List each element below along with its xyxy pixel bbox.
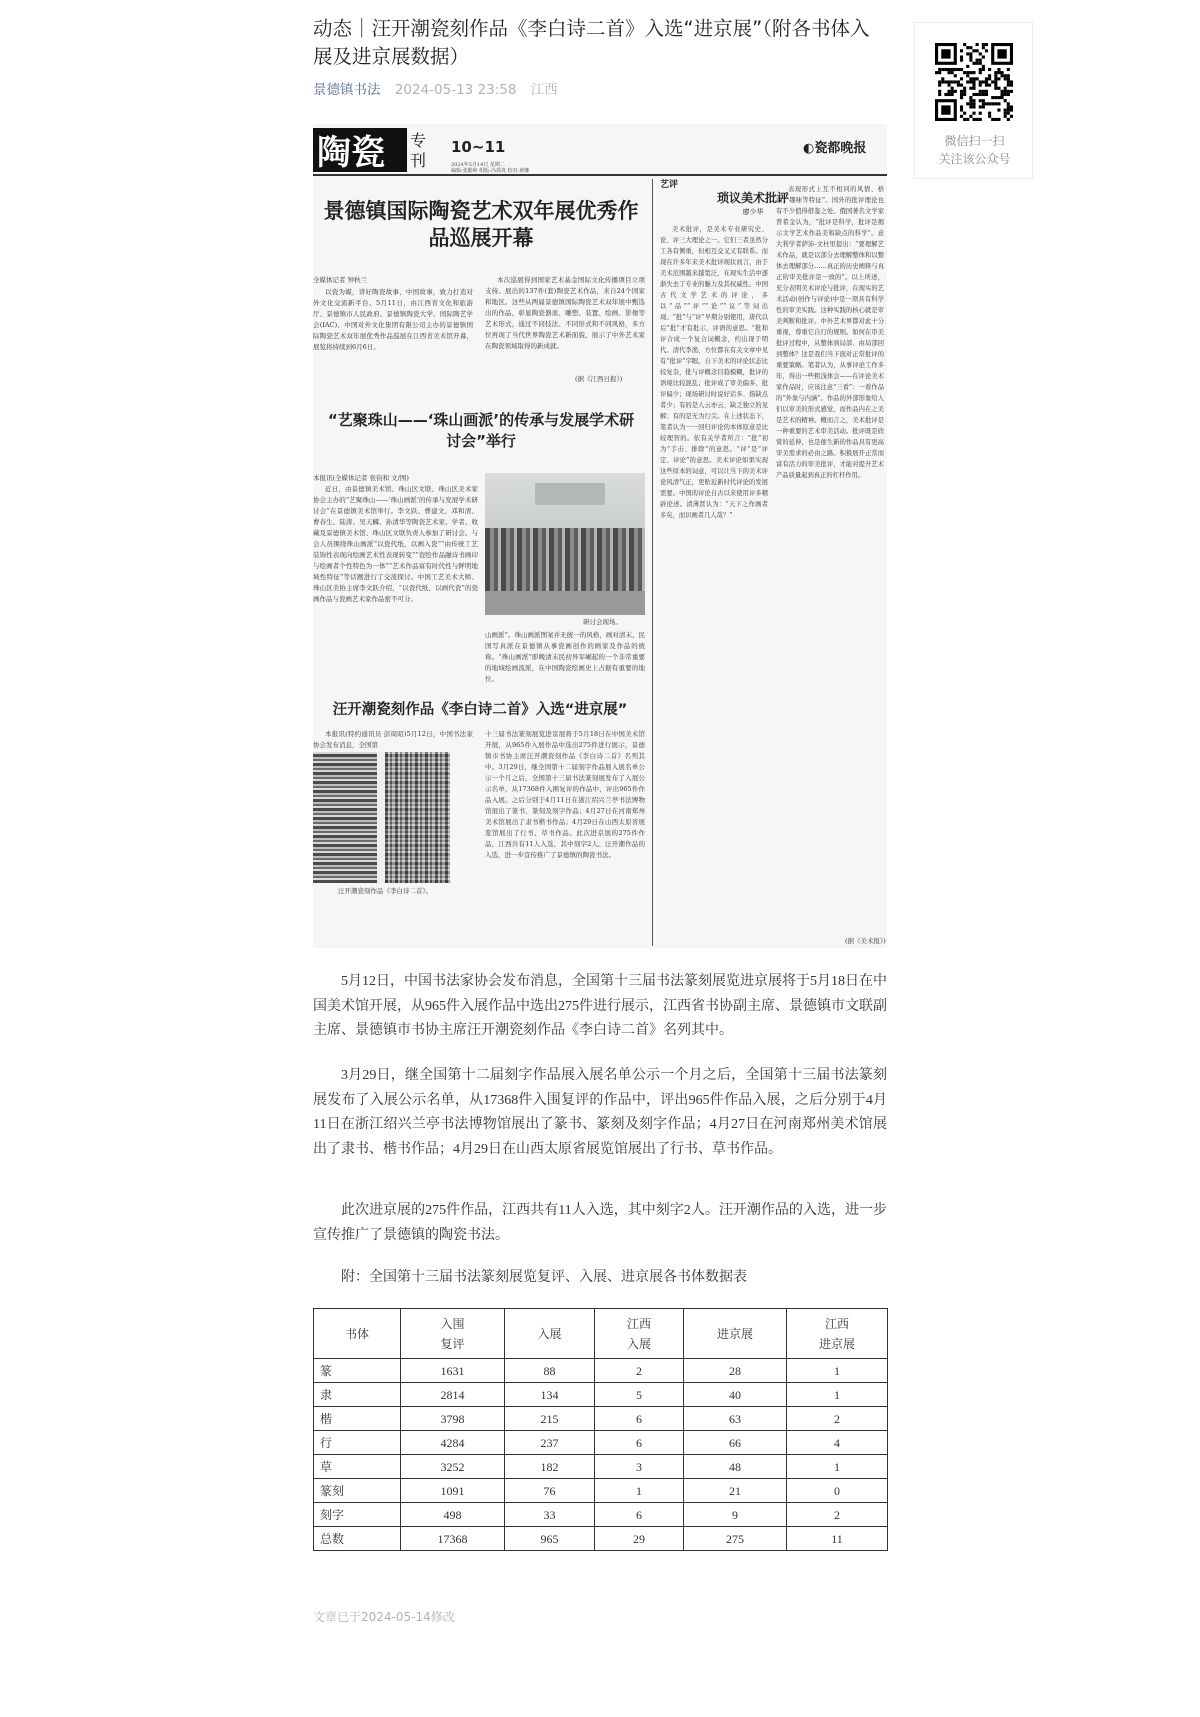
table-cell: 21 xyxy=(684,1479,787,1503)
table-header-cell: 入展 xyxy=(505,1309,595,1359)
table-cell: 76 xyxy=(505,1479,595,1503)
photo-banner xyxy=(535,483,605,505)
table-row-label: 隶 xyxy=(314,1383,401,1407)
table-cell: 275 xyxy=(684,1527,787,1551)
table-row xyxy=(314,1527,888,1551)
table-row-label: 刻字 xyxy=(314,1503,401,1527)
qr-caption-line1: 微信扫一扫 xyxy=(944,134,1005,148)
source-biennale: (据《江西日报》) xyxy=(575,375,623,383)
table-cell: 48 xyxy=(684,1455,787,1479)
article-wang-kaichao: 十三届书法篆刻展览进京展将于5月18日在中国美术馆开展，从965件入展作品中选出275件进行展示，景德镇市书协主席汪开潮瓷刻作品《李白诗二首》名列其中。3月29日，继全国第十二届刻字作品展入展名单公示一个月之后，全国第十三届书法篆刻展发布了入展公示名单，从17368件入围复评的作品中，评出965件作品入展。之后分别于4月11日在浙江绍兴兰亭书法博物馆展出了篆书、篆刻及刻字作品；4月27日在河南郑州美术馆展出了隶书楷书作品；4月29日在山西太原省展览馆展出了行书、草书作品。此次进京展的275件作品，江西共有11人入选，其中刻字2人。汪开潮作品的入选，进一步宣传推广了景德镇的陶瓷书法。 xyxy=(485,730,645,859)
table-intro: 附：全国第十三届书法篆刻展览复评、入展、进京展各书体数据表 xyxy=(341,1270,747,1285)
table-cell: 3252 xyxy=(401,1455,505,1479)
photo-crowd xyxy=(485,528,645,593)
table-cell: 3 xyxy=(595,1455,684,1479)
table-cell: 0 xyxy=(787,1479,888,1503)
newspaper-date: 2024年5月14日 星期二 xyxy=(451,162,505,168)
newspaper-logo-icon: ◐ xyxy=(803,141,815,156)
porcelain-carving-photo xyxy=(313,752,450,883)
section-tag-review: 艺评 xyxy=(660,180,679,190)
table-header-cell xyxy=(595,1309,684,1359)
account-name-link[interactable]: 景德镇书法 xyxy=(313,82,381,98)
article-symposium-col1: 近日，由景德镇美术馆、珠山区文联、珠山区美术家协会主办的“艺聚珠山——‘珠山画派’的传承与发展学术研讨会”在景德镇美术馆举行。李文跃、曹建文、邓和清、曹春生、陆涛、吴天麟、孙清华等陶瓷艺术家、学者、收藏及景德镇美术馆、珠山区文联负责人参加了研讨会。与会人员围绕珠山画派“以瓷代纸，以画入瓷”“由传统工艺装饰性表现向绘画艺术性表现转变”“瓷绘作品融诗书画印与绘画者个性特色为一体”“艺术作品富有时代性与鲜明地域性特征”等话题进行了交流探讨。中国工艺美术大师、珠山区美协主席李文跃介绍，“以瓷代纸、以画代瓷”的瓷画作品与瓷画艺术家作品密不可分。 xyxy=(313,485,478,603)
table-cell: 63 xyxy=(684,1407,787,1431)
svg-text:专: 专 xyxy=(410,131,427,150)
header-text: 江西 进京展 xyxy=(818,1316,855,1351)
table-cell: 17368 xyxy=(401,1527,505,1551)
table-cell: 2 xyxy=(595,1359,684,1383)
table-row-label: 篆刻 xyxy=(314,1479,401,1503)
byline-biennale: 全媒体记者 钟秋兰 xyxy=(313,276,368,284)
article-biennale-col1: 以瓷为媒，讲好陶瓷故事、中国故事，致力打造对外文化交流新平台。5月11日，由江西省文化和旅游厅、景德镇市人民政府、景德镇陶瓷大学、国际陶艺学会(IAC)、中国对外文化集团有限公司主办的景德镇国际陶瓷艺术双年展优秀作品巡展在江西省美术馆开幕，展览将持续到6月6日。 xyxy=(313,288,473,351)
table-row-label: 楷 xyxy=(314,1407,401,1431)
qr-caption-line2: 关注该公众号 xyxy=(938,152,1011,166)
article-biennale-col2: 本次巡展得到国家艺术基金国际文化传播项目立项支持。展出的137件(套)陶瓷艺术作品，来自24个国家和地区。这些从两届景德镇国际陶瓷艺术双年展中甄选出的作品，彰显陶瓷器皿、雕塑、装置、绘画、影像等艺术形式，通过不同技法、不同形式和不同风格，多方位再现了当代世界陶瓷艺术新面貌，展示了中外艺术家在陶瓷领域取得的新成就。 xyxy=(485,276,645,350)
table-row-label: 总数 xyxy=(314,1527,401,1551)
table-row xyxy=(314,1431,888,1455)
photo-floor xyxy=(485,591,645,615)
headline-wang-kaichao: 汪开潮瓷刻作品《李白诗二首》入选“进京展” xyxy=(332,702,628,718)
headline-art-criticism: 琐议美术批评 xyxy=(716,191,789,205)
table-cell: 215 xyxy=(505,1407,595,1431)
publish-time: 2024-05-13 23:58 xyxy=(394,82,517,98)
table-cell: 33 xyxy=(505,1503,595,1527)
table-row-label: 行 xyxy=(314,1431,401,1455)
calligraphy-data-table xyxy=(313,1308,888,1551)
table-header-row xyxy=(314,1309,888,1359)
newspaper-masthead-logo xyxy=(313,124,445,180)
header-text: 江西 入展 xyxy=(626,1316,651,1351)
table-cell: 498 xyxy=(401,1503,505,1527)
table-cell: 237 xyxy=(505,1431,595,1455)
article-art-criticism-col1: 美术批评，是美术专业研究史、论、评三大理论之一。它们三者虽然分工各有侧重，但相互交叉又有联系。而现在许多年来美术批评现状而言，由于美术范围越来越宽泛，在现实生活中逐渐失去了专业的魅力及其权威性。中国古代文学艺术的评论，多以“品”“评”“论”“议”等词出现。“批”与“评”早期分别使用，唐代以后“批”才有批示、评语的意思。“批和评合成一个复合词概念，约出现于明代。清代李渔、方位都在有关文章中见有“批评”字眼。自下美术的评论状态比较复杂，批与评概念目趋模糊，批评的语境比较混乱；批评成了审美偏多、批评偏少；现场研讨时说好话多、指缺点者少；有的是人云亦云、缺乏独立的见解；有的是无为行尖。在上述状态下，笔者认为一一回归评论的本体原意是比较理智的。依有关学者所言：“批”初为“手击、排除”的意思。“评”是“评定、评论”的意思。美术评论如果实现这些原本的词意，可以让当下的美术评论风清气正，更贴近新时代评论的发展需要。中国的评论自古以来使用评多精辟论述。清薄贤认为：“天下之作画者多矣，而识画者几人哉？” xyxy=(660,226,768,519)
article-symposium-col2: 山画派”。珠山画派图案并无统一的风格，画对清末、民国写真派在景德镇从事瓷画创作的画家及作品的统称。“珠山画派”即晚清末民初异军崛起的一个非常重要的地域绘画流派，在中国陶瓷绘画史上占据有重要的地位。 xyxy=(485,631,645,683)
table-cell: 66 xyxy=(684,1431,787,1455)
article-title: 动态｜汪开潮瓷刻作品《李白诗二首》入选“进京展”（附各书体入展及进京展数据） xyxy=(313,17,870,68)
body-paragraph-2: 3月29日，继全国第十二届刻字作品展入展名单公示一个月之后，全国第十三届书法篆刻展发布了入展公示名单，从17368件入围复评的作品中，评出965件作品入展，之后分别于4月11日在浙江绍兴兰亭书法博物馆展出了篆书、篆刻及刻字作品；4月27日在河南郑州美术馆展出了隶书、楷书作品；4月29日在山西太原省展览馆展出了行书、草书作品。 xyxy=(313,1068,887,1157)
table-header-cell xyxy=(401,1309,505,1359)
table-cell: 1 xyxy=(787,1359,888,1383)
table-cell: 1 xyxy=(787,1383,888,1407)
byline-symposium: 本报讯(全媒体记者 张钧和 文/图) xyxy=(313,474,409,482)
table-cell: 134 xyxy=(505,1383,595,1407)
table-row xyxy=(314,1359,888,1383)
table-cell: 2 xyxy=(787,1503,888,1527)
table-cell: 9 xyxy=(684,1503,787,1527)
qr-code-icon[interactable] xyxy=(935,43,1013,121)
symposium-photo-caption: 研讨会现场。 xyxy=(583,618,622,626)
newspaper-image xyxy=(313,124,887,948)
byline-wang-kaichao: 本报讯(特约通讯员 彭周昭)5月12日，中国书法家协会发布消息，全国第 xyxy=(313,730,473,749)
table-cell: 3798 xyxy=(401,1407,505,1431)
body-paragraph-1: 5月12日，中国书法家协会发布消息，全国第十三届书法篆刻展览进京展将于5月18日在中国美术馆开展，从965件入展作品中选出275件进行展示，江西省书协副主席、景德镇市文联副主席、景德镇市书协主席汪开潮瓷刻作品《李白诗二首》名列其中。 xyxy=(313,974,887,1038)
table-cell: 4 xyxy=(787,1431,888,1455)
table-cell: 6 xyxy=(595,1407,684,1431)
publish-location: 江西 xyxy=(530,82,558,98)
table-row-label: 草 xyxy=(314,1455,401,1479)
table-row-label: 篆 xyxy=(314,1359,401,1383)
newspaper-name-text: 瓷都晚报 xyxy=(814,141,867,156)
byline-art-criticism: 廖少华 xyxy=(742,208,764,216)
table-cell: 28 xyxy=(684,1359,787,1383)
headline-biennale: 景德镇国际陶瓷艺术双年展优秀作品巡展开幕 xyxy=(323,199,639,250)
table-cell: 2814 xyxy=(401,1383,505,1407)
source-art-criticism: (据《美术报》) xyxy=(845,937,886,945)
newspaper-name xyxy=(803,137,866,156)
table-cell: 6 xyxy=(595,1503,684,1527)
table-cell: 965 xyxy=(505,1527,595,1551)
table-cell: 1631 xyxy=(401,1359,505,1383)
body-paragraph-3: 此次进京展的275件作品，江西共有11人入选，其中刻字2人。汪开潮作品的入选，进一步宣传推广了景德镇的陶瓷书法。 xyxy=(313,1203,887,1243)
table-row xyxy=(314,1479,888,1503)
table-header-cell: 书体 xyxy=(314,1309,401,1359)
table-cell: 5 xyxy=(595,1383,684,1407)
article-art-criticism-col2: 表现形式上互不相同的风情、格调、趣味等特征”。国外的批评理论也有不少值得借鉴之处。俄国著名文学家普希金认为，“批评是科学，批评是揭示文学艺术作品美和缺点的科学”。意大利学者萨沛-文杜里提出：“要理解艺术作品，就是以部分去理解整体和以整体去理解部分……真正的历史阐释与真正的审美批评是一致的”。以上所述，充分表明美术评论与批评，在现实的艺术活动(创作与评论)中是一项具有科学性的审美实践。这种实践的核心就是审美判断和批评。中外艺术界都对此十分重视，尊重它自行的规则。如何在审美批评过程中，从整体到局部、由局部回到整体？这是我们当下面对正常批评的重要策略。笔者认为，从事评论工作多年，得出一些粗浅体会——在评论美术家作品时，应该注意“三看”：一看作品的“外象与内涵”。作品的外部形象给人们以审美的形式感觉，而作品内在之美是艺术的精神。概而言之，美术批评是一种重要的艺术审美活动。批评既是欣赏的延伸，也是催生新的作品具有更高审美需求的必由之路。积极展开正常而富有活力的审美批评，才能对提升艺术产品质量起到真正的杠杆作用。 xyxy=(776,186,884,479)
follow-qr-panel[interactable] xyxy=(914,22,1033,179)
headline-symposium: “艺聚珠山——‘珠山画派’的传承与发展学术研讨会”举行 xyxy=(327,411,635,450)
masthead-rule xyxy=(313,174,887,176)
table-row xyxy=(314,1407,888,1431)
edited-note: 文章已于2024-05-14修改 xyxy=(313,1610,455,1624)
qr-caption xyxy=(915,132,1034,168)
table-header-cell: 进京展 xyxy=(684,1309,787,1359)
table-cell: 1 xyxy=(787,1455,888,1479)
table-header-cell xyxy=(787,1309,888,1359)
table-cell: 88 xyxy=(505,1359,595,1383)
table-cell: 29 xyxy=(595,1527,684,1551)
table-cell: 40 xyxy=(684,1383,787,1407)
header-text: 入围 复评 xyxy=(440,1316,465,1351)
table-cell: 11 xyxy=(787,1527,888,1551)
table-cell: 4284 xyxy=(401,1431,505,1455)
svg-text:刊: 刊 xyxy=(410,151,427,170)
newspaper-staff: 编辑:张勤和 组版:冯郭真 校对:黄娜 xyxy=(451,168,530,174)
symposium-photo xyxy=(485,473,645,615)
table-cell: 182 xyxy=(505,1455,595,1479)
article-meta xyxy=(313,78,558,98)
table-cell: 2 xyxy=(787,1407,888,1431)
table-cell: 1 xyxy=(595,1479,684,1503)
table-row xyxy=(314,1455,888,1479)
table-cell: 1091 xyxy=(401,1479,505,1503)
table-cell: 6 xyxy=(595,1431,684,1455)
table-row xyxy=(314,1503,888,1527)
porcelain-carving-caption: 汪开潮瓷刻作品《李白诗二首》。 xyxy=(338,887,433,895)
table-row xyxy=(314,1383,888,1407)
column-divider xyxy=(652,179,653,946)
photo-right-panel xyxy=(385,752,450,883)
newspaper-page-number: 10~11 xyxy=(451,138,506,156)
svg-text:陶瓷: 陶瓷 xyxy=(317,133,385,173)
photo-gap xyxy=(377,752,385,883)
